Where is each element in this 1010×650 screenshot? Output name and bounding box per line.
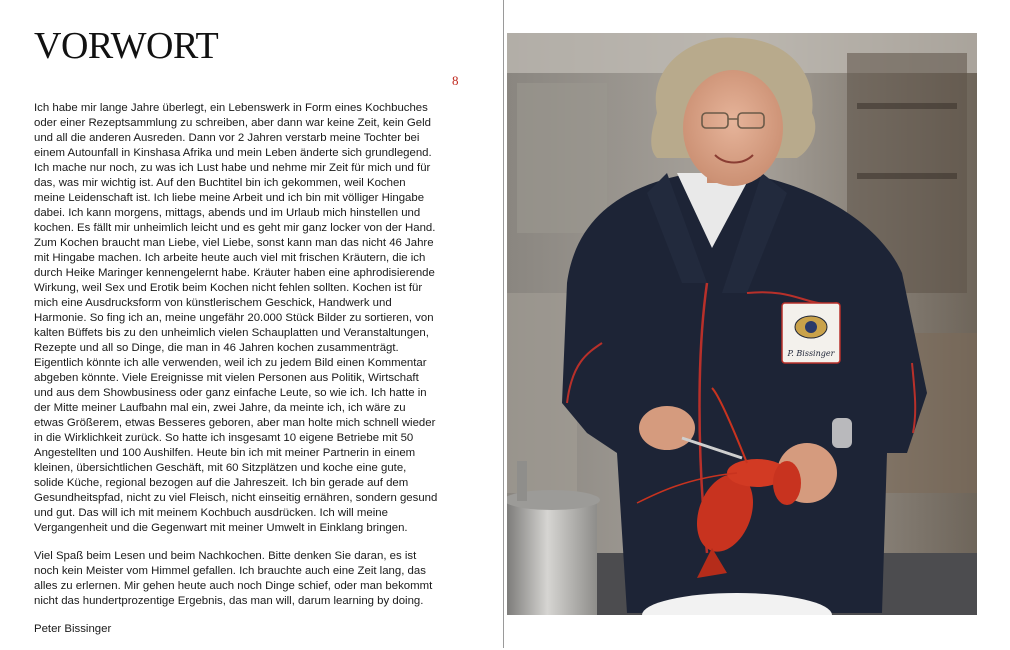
- wristwatch: [832, 418, 852, 448]
- signature: Peter Bissinger: [34, 623, 112, 635]
- page-number: 8: [452, 73, 459, 88]
- chef-photo: [507, 33, 977, 615]
- foreword-text: [34, 101, 438, 650]
- paragraph-1: Ich habe mir lange Jahre überlegt, ein Lebenswerk in Form eines Kochbuches oder einer Rezeptsammlung zu schreiben, aber dann war keine Zeit, kein Geld und all die anderen Ausreden. Dann vor 2 Jahren verstarb meine Tochter bei einem Autounfall in Kinshasa Afrika und mein Leben änderte sich grundlegend. Ich mache nur noch, zu was ich Lust habe und nehme mir Zeit für mich und für das, was mir wichtig ist. Auf den Buchtitel bin ich gekommen, weil Kochen meine Leidenschaft ist. Ich liebe meine Arbeit und ich bin mit völliger Hingabe dabei. Ich kann morgens, mittags, abends und im Urlaub mich hinstellen und kochen. Es fällt mir unheimlich leicht und es geht mir ganz locker von der Hand. Zum Kochen braucht man Liebe, viel Liebe, sonst kann man das nicht 46 Jahre mit Hingabe machen. Ich arbeite heute auch viel mit frischen Kräutern, die ich durch Heike Maringer kennengelernt habe. Kräuter haben eine aphrodisierende Wirkung, weil Sex und Erotik beim Kochen nicht fehlen sollten. Kochen ist für mich eine Ausdrucksform von künstlerischem Geschick, Handwerk und Harmonie. So fing ich an, meine ungefähr 20.000 Stück Bilder zu sortieren, von kalten Büffets bis zu den unheimlich vielen Schauplatten und Veranstaltungen, Rezepte und all so Dinge, die man in 46 Jahren kochen zusammenträgt. Eigentlich könnte ich alle verwenden, weil ich zu jedem Bild einen Kommentar abgeben könnte. Viele Ereignisse mit vielen Personen aus Politik, Wirtschaft und aus dem Showbusiness oder ganz einfache Leute, so wie ich. Ich hatte in der Mitte meiner Laufbahn mal ein, zwei Jahre, da meinte ich, ich wäre zu etwas Größerem, etwas Besseres geboren, aber man holte mich schnell wieder in die Wirklichkeit zurück. So hatte ich insgesamt 10 eigene Betriebe mit 50 Angestellten und 100 Aushilfen. Heute bin ich mit meiner Partnerin in einem kleinen, übersichtlichen Geschäft, mit 60 Sitzplätzen und koche eine gute, solide Küche, regional bezogen auf die Jahreszeit. Ich bin gerade auf dem Gesundheitspfad, nicht zu viel Fleisch, nicht einseitig ernähren, sondern gesund und gut. Das will ich mit meinem Kochbuch ausdrücken. Ich will meine Vergangenheit und die Gegenwart mit meiner Umwelt in Einklang bringen.: [34, 102, 438, 534]
- left-hand: [639, 406, 695, 450]
- name-tag: P. Bissinger: [787, 349, 835, 358]
- paragraph-2: Viel Spaß beim Lesen und beim Nachkochen. Bitte denken Sie daran, es ist noch kein Meister vom Himmel gefallen. Ich brauchte auch eine Zeit lang, das alles zu erlernen. Mir gehen heute auch noch Dinge schief, oder man bekommt nicht das hundertprozentige Ergebnis, das man will, darum learning by doing.: [34, 550, 433, 607]
- left-page: [0, 0, 504, 648]
- page-title: VORWORT: [34, 25, 219, 67]
- face: [683, 70, 783, 186]
